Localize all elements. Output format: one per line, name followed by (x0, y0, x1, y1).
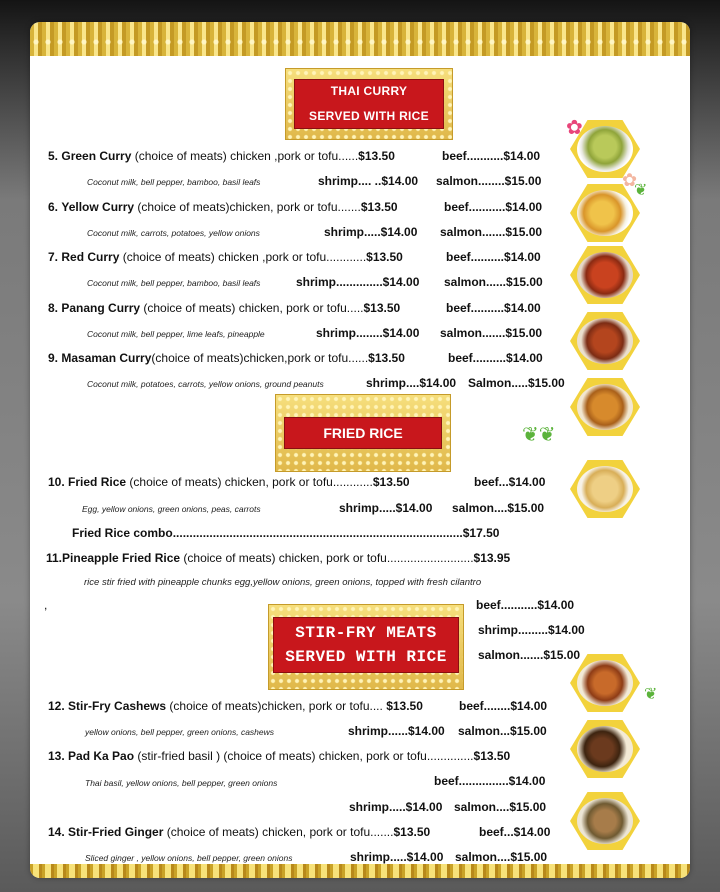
panang-curry-photo (570, 312, 640, 370)
menu-item-12: 12. Stir-Fry Cashews (choice of meats)chicken, pork or tofu.... $13.50 (48, 699, 423, 713)
fried-rice-combo: Fried Rice combo.......................................................................................$17.50 (72, 526, 500, 540)
item-14-shrimp-price: shrimp.....$14.00 (350, 850, 444, 864)
item-7-beef-price: beef..........$14.00 (446, 250, 541, 264)
item-5-description: Coconut milk, bell pepper, bamboo, basil leafs (87, 177, 261, 187)
item-7-salmon-price: salmon......$15.00 (444, 275, 543, 289)
item-5-shrimp-price: shrimp.... ..$14.00 (318, 174, 419, 188)
pad-ka-pao-photo (570, 720, 640, 778)
item-14-beef-price: beef...$14.00 (479, 825, 551, 839)
item-10-beef-price: beef...$14.00 (474, 475, 546, 489)
item-10-salmon-price: salmon....$15.00 (452, 501, 545, 515)
item-9-beef-price: beef..........$14.00 (448, 351, 543, 365)
green-leaf-small-icon: ❦ (644, 686, 658, 703)
menu-item-14: 14. Stir-Fried Ginger (choice of meats) chicken, pork or tofu.......$13.50 (48, 825, 431, 839)
item-6-beef-price: beef...........$14.00 (444, 200, 543, 214)
thai-curry-banner (285, 68, 453, 140)
menu-item-10: 10. Fried Rice (choice of meats) chicken, pork or tofu............$13.50 (48, 475, 410, 489)
item-13-salmon-price: salmon....$15.00 (454, 800, 547, 814)
item-14-salmon-price: salmon....$15.00 (455, 850, 548, 864)
fried-rice-photo (570, 460, 640, 518)
cashew-stirfry-photo (570, 654, 640, 712)
item-14-description: Sliced ginger , yellow onions, bell pepper, green onions (85, 853, 293, 863)
stir-fry-banner (268, 604, 464, 690)
item-8-description: Coconut milk, bell pepper, lime leafs, pineapple (87, 329, 265, 339)
gold-border-bottom (30, 864, 690, 878)
item-11-shrimp-price: shrimp.........$14.00 (478, 623, 585, 637)
item-10-description: Egg, yellow onions, green onions, peas, carrots (82, 504, 261, 514)
item-9-shrimp-price: shrimp....$14.00 (366, 376, 457, 390)
item-7-description: Coconut milk, bell pepper, bamboo, basil leafs (87, 278, 261, 288)
red-curry-photo (570, 246, 640, 304)
item-13-shrimp-price: shrimp.....$14.00 (349, 800, 443, 814)
green-leaf-cluster-icon: ❦❦ (522, 424, 556, 446)
item-13-description: Thai basil, yellow onions, bell pepper, green onions (85, 778, 278, 788)
menu-item-13: 13. Pad Ka Pao (stir-fried basil ) (choice of meats) chicken, pork or tofu..............$13.50 (48, 749, 511, 763)
item-9-description: Coconut milk, potatoes, carrots, yellow onions, ground peanuts (87, 379, 324, 389)
item-10-shrimp-price: shrimp.....$14.00 (339, 501, 433, 515)
item-6-shrimp-price: shrimp.....$14.00 (324, 225, 418, 239)
yellow-curry-photo (570, 184, 640, 242)
fried-rice-title: FRIED RICE (323, 425, 403, 441)
item-7-shrimp-price: shrimp..............$14.00 (296, 275, 420, 289)
item-12-salmon-price: salmon...$15.00 (458, 724, 547, 738)
menu-page (30, 22, 690, 878)
item-9-salmon-price: Salmon.....$15.00 (468, 376, 565, 390)
menu-item-5: 5. Green Curry (choice of meats) chicken ,pork or tofu......$13.50 (48, 149, 395, 163)
item-13-beef-price: beef...............$14.00 (434, 774, 546, 788)
item-12-shrimp-price: shrimp......$14.00 (348, 724, 445, 738)
item-5-salmon-price: salmon........$15.00 (436, 174, 542, 188)
peach-flower-icon: ✿ (622, 170, 638, 190)
item-8-salmon-price: salmon.......$15.00 (440, 326, 543, 340)
pink-flower-icon: ✿ (566, 117, 583, 139)
item-11-salmon-price: salmon.......$15.00 (478, 648, 581, 662)
item-12-description: yellow onions, bell pepper, green onions, cashews (85, 727, 275, 737)
menu-item-7: 7. Red Curry (choice of meats) chicken ,pork or tofu............$13.50 (48, 250, 403, 264)
item-6-salmon-price: salmon.......$15.00 (440, 225, 543, 239)
menu-item-6: 6. Yellow Curry (choice of meats)chicken, pork or tofu.......$13.50 (48, 200, 398, 214)
item-8-shrimp-price: shrimp........$14.00 (316, 326, 420, 340)
fried-rice-banner (275, 394, 451, 472)
item-11-beef-price: beef...........$14.00 (476, 598, 575, 612)
stray-comma: , (44, 598, 48, 612)
stir-fry-title: STIR-FRY MEATS (295, 624, 437, 642)
thai-curry-subtitle: SERVED WITH RICE (309, 109, 429, 123)
item-12-beef-price: beef........$14.00 (459, 699, 548, 713)
item-11-description: rice stir fried with pineapple chunks egg,yellow onions, green onions, topped with fresh cilantro (84, 577, 482, 588)
menu-item-11: 11.Pineapple Fried Rice (choice of meats) chicken, pork or tofu..........................$13.95 (46, 551, 511, 565)
ginger-stirfry-photo (570, 792, 640, 850)
gold-border-top (30, 22, 690, 56)
thai-curry-title: THAI CURRY (330, 84, 408, 98)
item-8-beef-price: beef..........$14.00 (446, 301, 541, 315)
menu-item-9: 9. Masaman Curry(choice of meats)chicken,pork or tofu......$13.50 (48, 351, 405, 365)
menupix-watermark: menupix (566, 846, 639, 864)
green-leaf-icon: ❦ (634, 182, 648, 199)
menu-item-8: 8. Panang Curry (choice of meats) chicken, pork or tofu.....$13.50 (48, 301, 401, 315)
item-5-beef-price: beef...........$14.00 (442, 149, 541, 163)
item-6-description: Coconut milk, carrots, potatoes, yellow onions (87, 228, 260, 238)
masaman-curry-photo (570, 378, 640, 436)
stir-fry-subtitle: SERVED WITH RICE (285, 648, 447, 666)
